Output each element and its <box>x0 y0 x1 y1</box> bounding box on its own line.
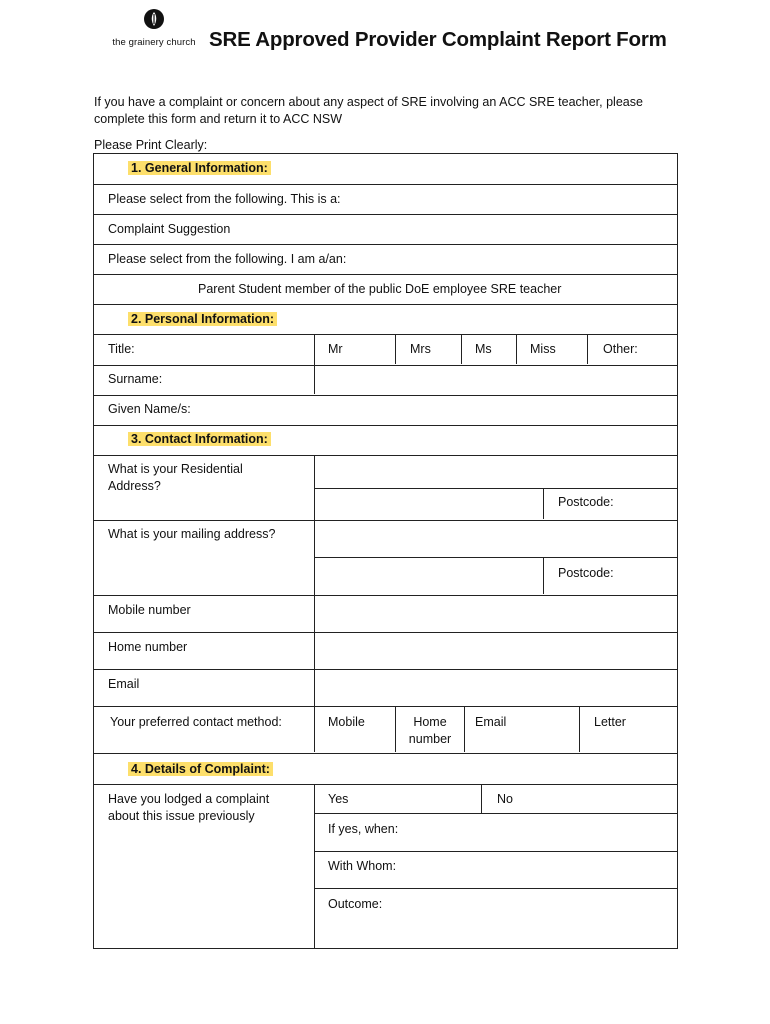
page-header <box>0 0 770 80</box>
lodged-yes-option[interactable]: Yes <box>328 792 349 806</box>
section-2-heading: 2. Personal Information: <box>128 311 277 328</box>
email-field[interactable] <box>315 670 677 705</box>
mailing-postcode-label: Postcode: <box>558 566 614 580</box>
if-yes-when-label: If yes, when: <box>328 822 399 836</box>
mailing-address-label: What is your mailing address? <box>108 527 276 541</box>
method-option-mobile[interactable]: Mobile <box>328 715 365 729</box>
mailing-address-field[interactable] <box>315 521 677 556</box>
email-label: Email <box>108 677 140 691</box>
select-type-prompt: Please select from the following. This is a: <box>108 192 341 206</box>
section-3-heading: 3. Contact Information: <box>128 431 271 448</box>
with-whom-label: With Whom: <box>328 859 397 873</box>
section-1-heading: 1. General Information: <box>128 160 271 177</box>
complaint-form <box>93 153 678 949</box>
home-number-label: Home number <box>108 640 188 654</box>
title-label: Title: <box>108 342 135 356</box>
surname-field[interactable] <box>315 366 677 394</box>
mobile-number-label: Mobile number <box>108 603 191 617</box>
role-options[interactable]: Parent Student member of the public DoE employee SRE teacher <box>198 282 562 296</box>
title-option-mrs[interactable]: Mrs <box>410 342 431 356</box>
given-name-label: Given Name/s: <box>108 402 191 416</box>
intro-text: If you have a complaint or concern about any aspect of SRE involving an ACC SRE teacher, please complete this form and return it to ACC NSW <box>94 95 643 126</box>
surname-label: Surname: <box>108 372 163 386</box>
select-role-prompt: Please select from the following. I am a/an: <box>108 252 347 266</box>
title-option-mr[interactable]: Mr <box>328 342 343 356</box>
residential-postcode-label: Postcode: <box>558 495 614 509</box>
title-option-other[interactable]: Other: <box>603 342 638 356</box>
form-title: SRE Approved Provider Complaint Report Form <box>209 28 667 51</box>
method-option-email[interactable]: Email <box>475 715 507 729</box>
preferred-contact-label: Your preferred contact method: <box>110 715 282 729</box>
logo-text: the grainery church <box>112 37 196 48</box>
method-option-home-number[interactable]: Home number <box>408 715 452 746</box>
lodged-no-option[interactable]: No <box>497 792 513 806</box>
residential-address-label: What is your Residential Address? <box>108 462 243 493</box>
given-name-field[interactable] <box>315 396 677 424</box>
grain-logo-icon <box>143 8 165 30</box>
residential-address-field[interactable] <box>315 456 677 487</box>
church-logo <box>106 8 202 50</box>
section-4-heading: 4. Details of Complaint: <box>128 761 273 778</box>
outcome-label: Outcome: <box>328 897 383 911</box>
method-option-letter[interactable]: Letter <box>594 715 626 729</box>
print-note: Please Print Clearly: <box>94 138 208 152</box>
type-options[interactable]: Complaint Suggestion <box>108 222 231 236</box>
home-number-field[interactable] <box>315 633 677 668</box>
title-option-ms[interactable]: Ms <box>475 342 492 356</box>
outcome-field[interactable] <box>315 889 677 948</box>
title-option-miss[interactable]: Miss <box>530 342 556 356</box>
lodged-before-label: Have you lodged a complaint about this issue previously <box>108 792 270 823</box>
mobile-number-field[interactable] <box>315 596 677 631</box>
